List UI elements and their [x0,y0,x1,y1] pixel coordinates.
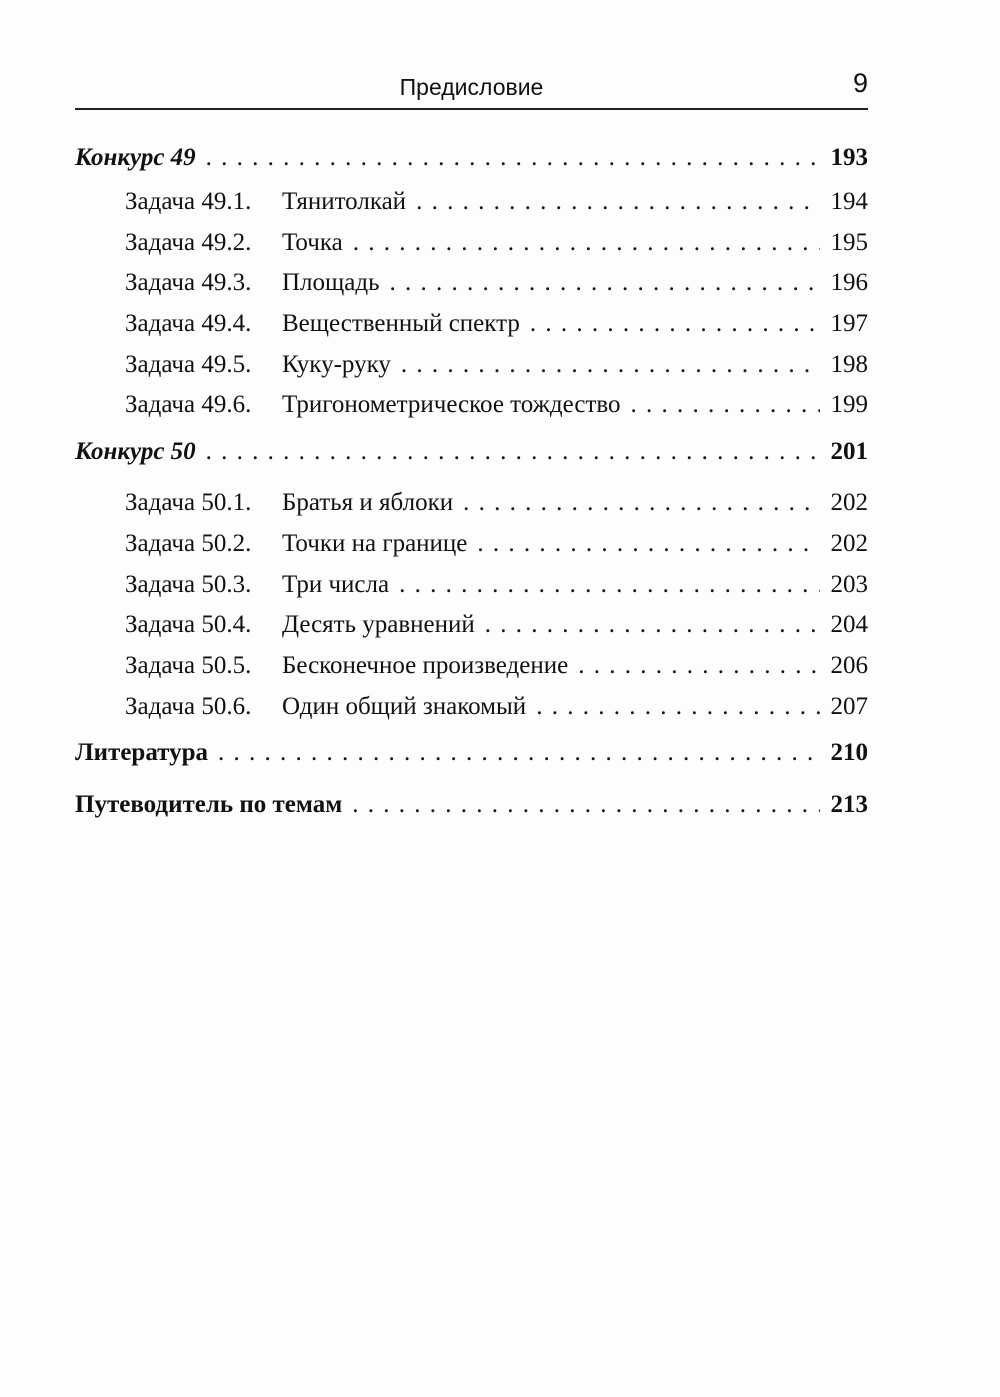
task-title: Площадь [282,269,380,297]
toc-task-entry [75,483,868,524]
toc-task-entry [75,263,868,304]
dot-leader [352,785,820,825]
running-title: Предисловие [399,74,544,100]
task-page: 202 [830,529,868,557]
task-number: Задача 49.3. [125,269,252,297]
task-title: Куку-руку [282,350,391,378]
task-title: Братья и яблоки [282,489,454,517]
task-number: Задача 49.5. [125,350,252,378]
dot-leader [353,223,820,264]
toc-task-entry [75,304,868,345]
task-page: 194 [830,188,868,215]
dot-leader [485,605,820,646]
dot-leader [477,524,820,565]
toc-task-entry [75,524,868,565]
section-page: 193 [830,144,868,171]
task-page: 198 [830,350,868,378]
task-title: Точки на границе [282,529,468,557]
task-number: Задача 49.6. [125,391,252,419]
dot-leader [530,304,820,345]
task-page: 202 [830,489,868,517]
page-number: 9 [852,68,868,98]
task-title: Десять уравнений [282,611,475,639]
task-page: 197 [830,310,868,338]
task-page: 196 [830,269,868,297]
dot-leader [463,483,820,524]
task-number: Задача 50.6. [125,692,252,720]
task-number: Задача 50.5. [125,651,252,679]
section-title: Конкурс 50 [75,438,196,466]
task-page: 195 [830,228,868,256]
task-title: Вещественный спектр [282,310,520,338]
toc-section-contest-50 [75,432,868,483]
task-number: Задача 50.2. [125,529,252,557]
toc-entry-topic-guide [75,785,868,837]
toc-task-entry [75,182,868,223]
back-matter-page: 210 [830,739,868,767]
toc-task-entry [75,223,868,264]
dot-leader [390,263,821,304]
dot-leader [416,182,820,223]
section-page: 201 [830,438,868,466]
task-title: Тянитолкай [282,188,407,215]
task-title: Один общий знакомый [282,692,527,720]
back-matter-title: Литература [75,739,209,767]
task-title: Точка [282,228,343,256]
dot-leader [218,733,820,773]
task-page: 206 [830,651,868,679]
task-page: 199 [830,391,868,419]
toc-task-entry [75,385,868,426]
dot-leader [399,565,820,606]
table-of-contents [75,138,868,837]
task-number: Задача 50.4. [125,611,252,639]
task-page: 204 [830,611,868,639]
task-number: Задача 49.1. [125,188,252,215]
task-title: Три числа [282,570,390,598]
running-header [75,64,868,110]
dot-leader [206,138,820,178]
toc-task-entry [75,605,868,646]
toc-entry-bibliography [75,733,868,785]
toc-task-entry [75,687,868,728]
task-title: Бесконечное произведение [282,651,569,679]
task-number: Задача 49.2. [125,228,252,256]
toc-task-entry [75,565,868,606]
back-matter-page: 213 [830,791,868,819]
dot-leader [536,687,820,728]
dot-leader [631,385,820,426]
dot-leader [401,345,820,386]
task-page: 203 [830,570,868,598]
task-number: Задача 50.3. [125,570,252,598]
task-number: Задача 50.1. [125,489,252,517]
section-title: Конкурс 49 [75,144,196,171]
task-title: Тригонометрическое тождество [282,391,621,419]
task-number: Задача 49.4. [125,310,252,338]
back-matter-title: Путеводитель по темам [75,791,343,819]
dot-leader [206,432,820,472]
dot-leader [578,646,820,687]
toc-task-entry [75,646,868,687]
toc-section-contest-49 [75,138,868,182]
toc-task-entry [75,345,868,386]
task-page: 207 [830,692,868,720]
